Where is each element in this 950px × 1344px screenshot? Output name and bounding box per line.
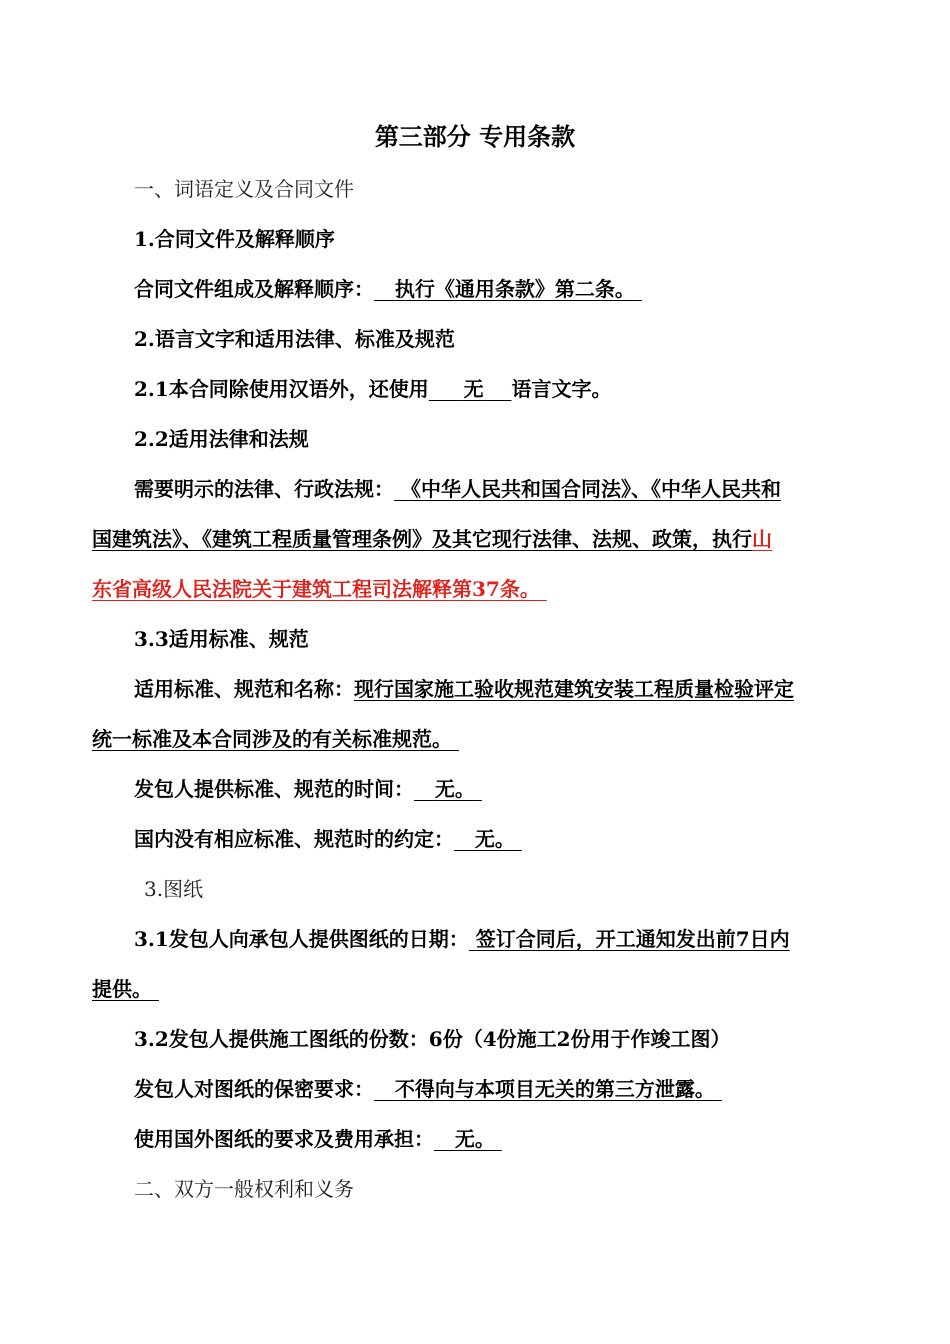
- standards-value-2: 统一标准及本合同涉及的有关标准规范。: [92, 727, 452, 751]
- standards-none-row: [134, 826, 522, 852]
- clause-3-1-value-2: 提供。: [92, 977, 152, 1001]
- clause-2-2-heading: 2.2适用法律和法规: [134, 427, 309, 451]
- standards-label: 适用标准、规范和名称：: [134, 677, 354, 701]
- secrecy-row: [134, 1076, 722, 1102]
- foreign-drawings-row: [134, 1126, 502, 1152]
- section-heading-2: 二、双方一般权利和义务: [134, 1177, 354, 1201]
- secrecy-label: 发包人对图纸的保密要求：: [134, 1077, 374, 1101]
- standards-time-row: [134, 776, 482, 802]
- standards-time-label: 发包人提供标准、规范的时间：: [134, 777, 414, 801]
- standards-value-1: 现行国家施工验收规范建筑安装工程质量检验评定: [354, 677, 794, 701]
- clause-3-1-row-2: [92, 976, 159, 1002]
- clause-1-heading: 1.合同文件及解释顺序: [134, 227, 335, 251]
- section-heading-1: 一、词语定义及合同文件: [134, 177, 354, 201]
- laws-value-2: 国建筑法》、《建筑工程质量管理条例》及其它现行法律、法规、政策，执行: [92, 527, 752, 551]
- standards-time-value: 无。: [434, 777, 475, 801]
- standards-none-label: 国内没有相应标准、规范时的约定：: [134, 827, 454, 851]
- foreign-drawings-label: 使用国外图纸的要求及费用承担：: [134, 1127, 434, 1151]
- standards-none-value: 无。: [474, 827, 515, 851]
- laws-row-1: [134, 476, 781, 502]
- clause-1-value: 执行《通用条款》第二条。: [394, 277, 635, 301]
- laws-red-2: 东省高级人民法院关于建筑工程司法解释第37条。: [92, 577, 540, 601]
- clause-3-1-value-1: 签订合同后，开工通知发出前7日内: [475, 927, 790, 951]
- clause-1-row: [134, 276, 642, 302]
- laws-row-2: [92, 526, 772, 552]
- clause-3-1-label: 3.1发包人向承包人提供图纸的日期：: [134, 927, 469, 951]
- laws-row-3: [92, 576, 547, 602]
- laws-value-1: 《中华人民共和国合同法》、《中华人民共和: [400, 477, 781, 501]
- secrecy-value: 不得向与本项目无关的第三方泄露。: [394, 1077, 715, 1101]
- standards-row-1: [134, 676, 794, 702]
- clause-2-1-value: 无: [463, 377, 484, 401]
- clause-2-1-row: [134, 376, 611, 402]
- laws-red-1: 山: [752, 527, 772, 551]
- page-title: 第三部分 专用条款: [374, 122, 576, 151]
- clause-2-1-post: 语言文字。: [511, 377, 612, 401]
- clause-3-2-row: 3.2发包人提供施工图纸的份数：6份（4份施工2份用于作竣工图）: [134, 1027, 731, 1051]
- clause-1-label: 合同文件组成及解释顺序：: [134, 277, 374, 301]
- clause-3-heading: 3.图纸: [144, 877, 204, 901]
- clause-2-1-pre: 2.1本合同除使用汉语外，还使用: [134, 377, 429, 401]
- clause-3-1-row-1: [134, 926, 790, 952]
- standards-row-2: [92, 726, 459, 752]
- foreign-drawings-value: 无。: [454, 1127, 495, 1151]
- clause-2-heading: 2.语言文字和适用法律、标准及规范: [134, 327, 455, 351]
- clause-3-3-heading: 3.3适用标准、规范: [134, 627, 309, 651]
- laws-label: 需要明示的法律、行政法规：: [134, 477, 394, 501]
